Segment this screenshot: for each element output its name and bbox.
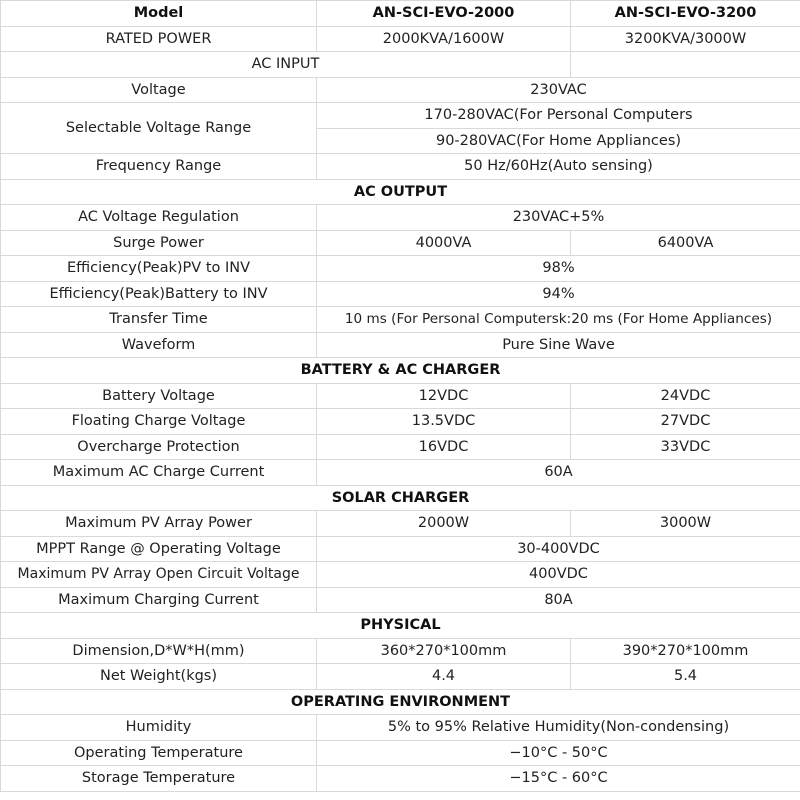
cell-value-a: 2000W (317, 511, 571, 537)
section-title: OPERATING ENVIRONMENT (1, 689, 800, 715)
table-row (1, 205, 800, 231)
cell-value: −10°C - 50°C (317, 740, 800, 766)
cell-value: 230VAC (317, 77, 800, 103)
table-row (1, 103, 800, 129)
header-row (1, 1, 800, 27)
table-row (1, 26, 800, 52)
table-row (1, 587, 800, 613)
header-label: Model (1, 1, 317, 27)
cell-value: 5% to 95% Relative Humidity(Non-condensing) (317, 715, 800, 741)
cell-value-a: 4.4 (317, 664, 571, 690)
row-label: Battery Voltage (1, 383, 317, 409)
cell-value-b: 5.4 (571, 664, 800, 690)
section-title: SOLAR CHARGER (1, 485, 800, 511)
cell-value-a: 4000VA (317, 230, 571, 256)
cell-value: 50 Hz/60Hz(Auto sensing) (317, 154, 800, 180)
cell-value-b: 3000W (571, 511, 800, 537)
row-label: Storage Temperature (1, 766, 317, 792)
cell-value: 30-400VDC (317, 536, 800, 562)
section-blank-cell (571, 52, 800, 78)
cell-value-b: 33VDC (571, 434, 800, 460)
cell-value: 98% (317, 256, 800, 282)
cell-value-a: 16VDC (317, 434, 571, 460)
row-label: MPPT Range @ Operating Voltage (1, 536, 317, 562)
row-label: Overcharge Protection (1, 434, 317, 460)
table-row (1, 434, 800, 460)
table-row (1, 511, 800, 537)
section-title: AC INPUT (1, 52, 571, 78)
section-row-physical (1, 613, 800, 639)
table-row (1, 332, 800, 358)
cell-value: Pure Sine Wave (317, 332, 800, 358)
row-label: Voltage (1, 77, 317, 103)
cell-value-b: 27VDC (571, 409, 800, 435)
header-model-a: AN-SCI-EVO-2000 (317, 1, 571, 27)
section-row-solar (1, 485, 800, 511)
row-label: AC Voltage Regulation (1, 205, 317, 231)
cell-value: 80A (317, 587, 800, 613)
row-label: Efficiency(Peak)Battery to INV (1, 281, 317, 307)
table-row (1, 409, 800, 435)
cell-value: −15°C - 60°C (317, 766, 800, 792)
table-row (1, 715, 800, 741)
cell-value-b: 24VDC (571, 383, 800, 409)
table-row (1, 740, 800, 766)
table-row (1, 383, 800, 409)
row-label: RATED POWER (1, 26, 317, 52)
table-row (1, 766, 800, 792)
row-label: Humidity (1, 715, 317, 741)
table-row (1, 256, 800, 282)
cell-value: 94% (317, 281, 800, 307)
row-label: Waveform (1, 332, 317, 358)
section-row-ac-input (1, 52, 800, 78)
row-label: Selectable Voltage Range (1, 103, 317, 154)
row-label: Frequency Range (1, 154, 317, 180)
table-row (1, 562, 800, 588)
row-label: Dimension,D*W*H(mm) (1, 638, 317, 664)
cell-value-a: 12VDC (317, 383, 571, 409)
row-label: Maximum AC Charge Current (1, 460, 317, 486)
row-label: Net Weight(kgs) (1, 664, 317, 690)
row-label: Transfer Time (1, 307, 317, 333)
cell-value: 400VDC (317, 562, 800, 588)
section-row-environment (1, 689, 800, 715)
cell-value: 10 ms (For Personal Computersk:20 ms (For Home Appliances) (317, 307, 800, 333)
cell-value: 60A (317, 460, 800, 486)
cell-value: 170-280VAC(For Personal Computers (317, 103, 800, 129)
table-row (1, 638, 800, 664)
cell-value-b: 6400VA (571, 230, 800, 256)
section-row-ac-output (1, 179, 800, 205)
row-label: Surge Power (1, 230, 317, 256)
cell-value-b: 390*270*100mm (571, 638, 800, 664)
section-title: BATTERY & AC CHARGER (1, 358, 800, 384)
row-label: Floating Charge Voltage (1, 409, 317, 435)
row-label: Maximum Charging Current (1, 587, 317, 613)
table-row (1, 536, 800, 562)
table-row (1, 230, 800, 256)
table-row (1, 154, 800, 180)
table-row (1, 664, 800, 690)
cell-value: 90-280VAC(For Home Appliances) (317, 128, 800, 154)
header-model-b: AN-SCI-EVO-3200 (571, 1, 800, 27)
cell-value: 230VAC+5% (317, 205, 800, 231)
table-row (1, 460, 800, 486)
cell-value-a: 2000KVA/1600W (317, 26, 571, 52)
row-label: Maximum PV Array Power (1, 511, 317, 537)
table-row (1, 281, 800, 307)
section-title: PHYSICAL (1, 613, 800, 639)
cell-value-a: 13.5VDC (317, 409, 571, 435)
cell-value-b: 3200KVA/3000W (571, 26, 800, 52)
row-label: Maximum PV Array Open Circuit Voltage (1, 562, 317, 588)
cell-value-a: 360*270*100mm (317, 638, 571, 664)
table-row (1, 307, 800, 333)
table-row (1, 77, 800, 103)
row-label: Operating Temperature (1, 740, 317, 766)
row-label: Efficiency(Peak)PV to INV (1, 256, 317, 282)
section-row-battery (1, 358, 800, 384)
section-title: AC OUTPUT (1, 179, 800, 205)
